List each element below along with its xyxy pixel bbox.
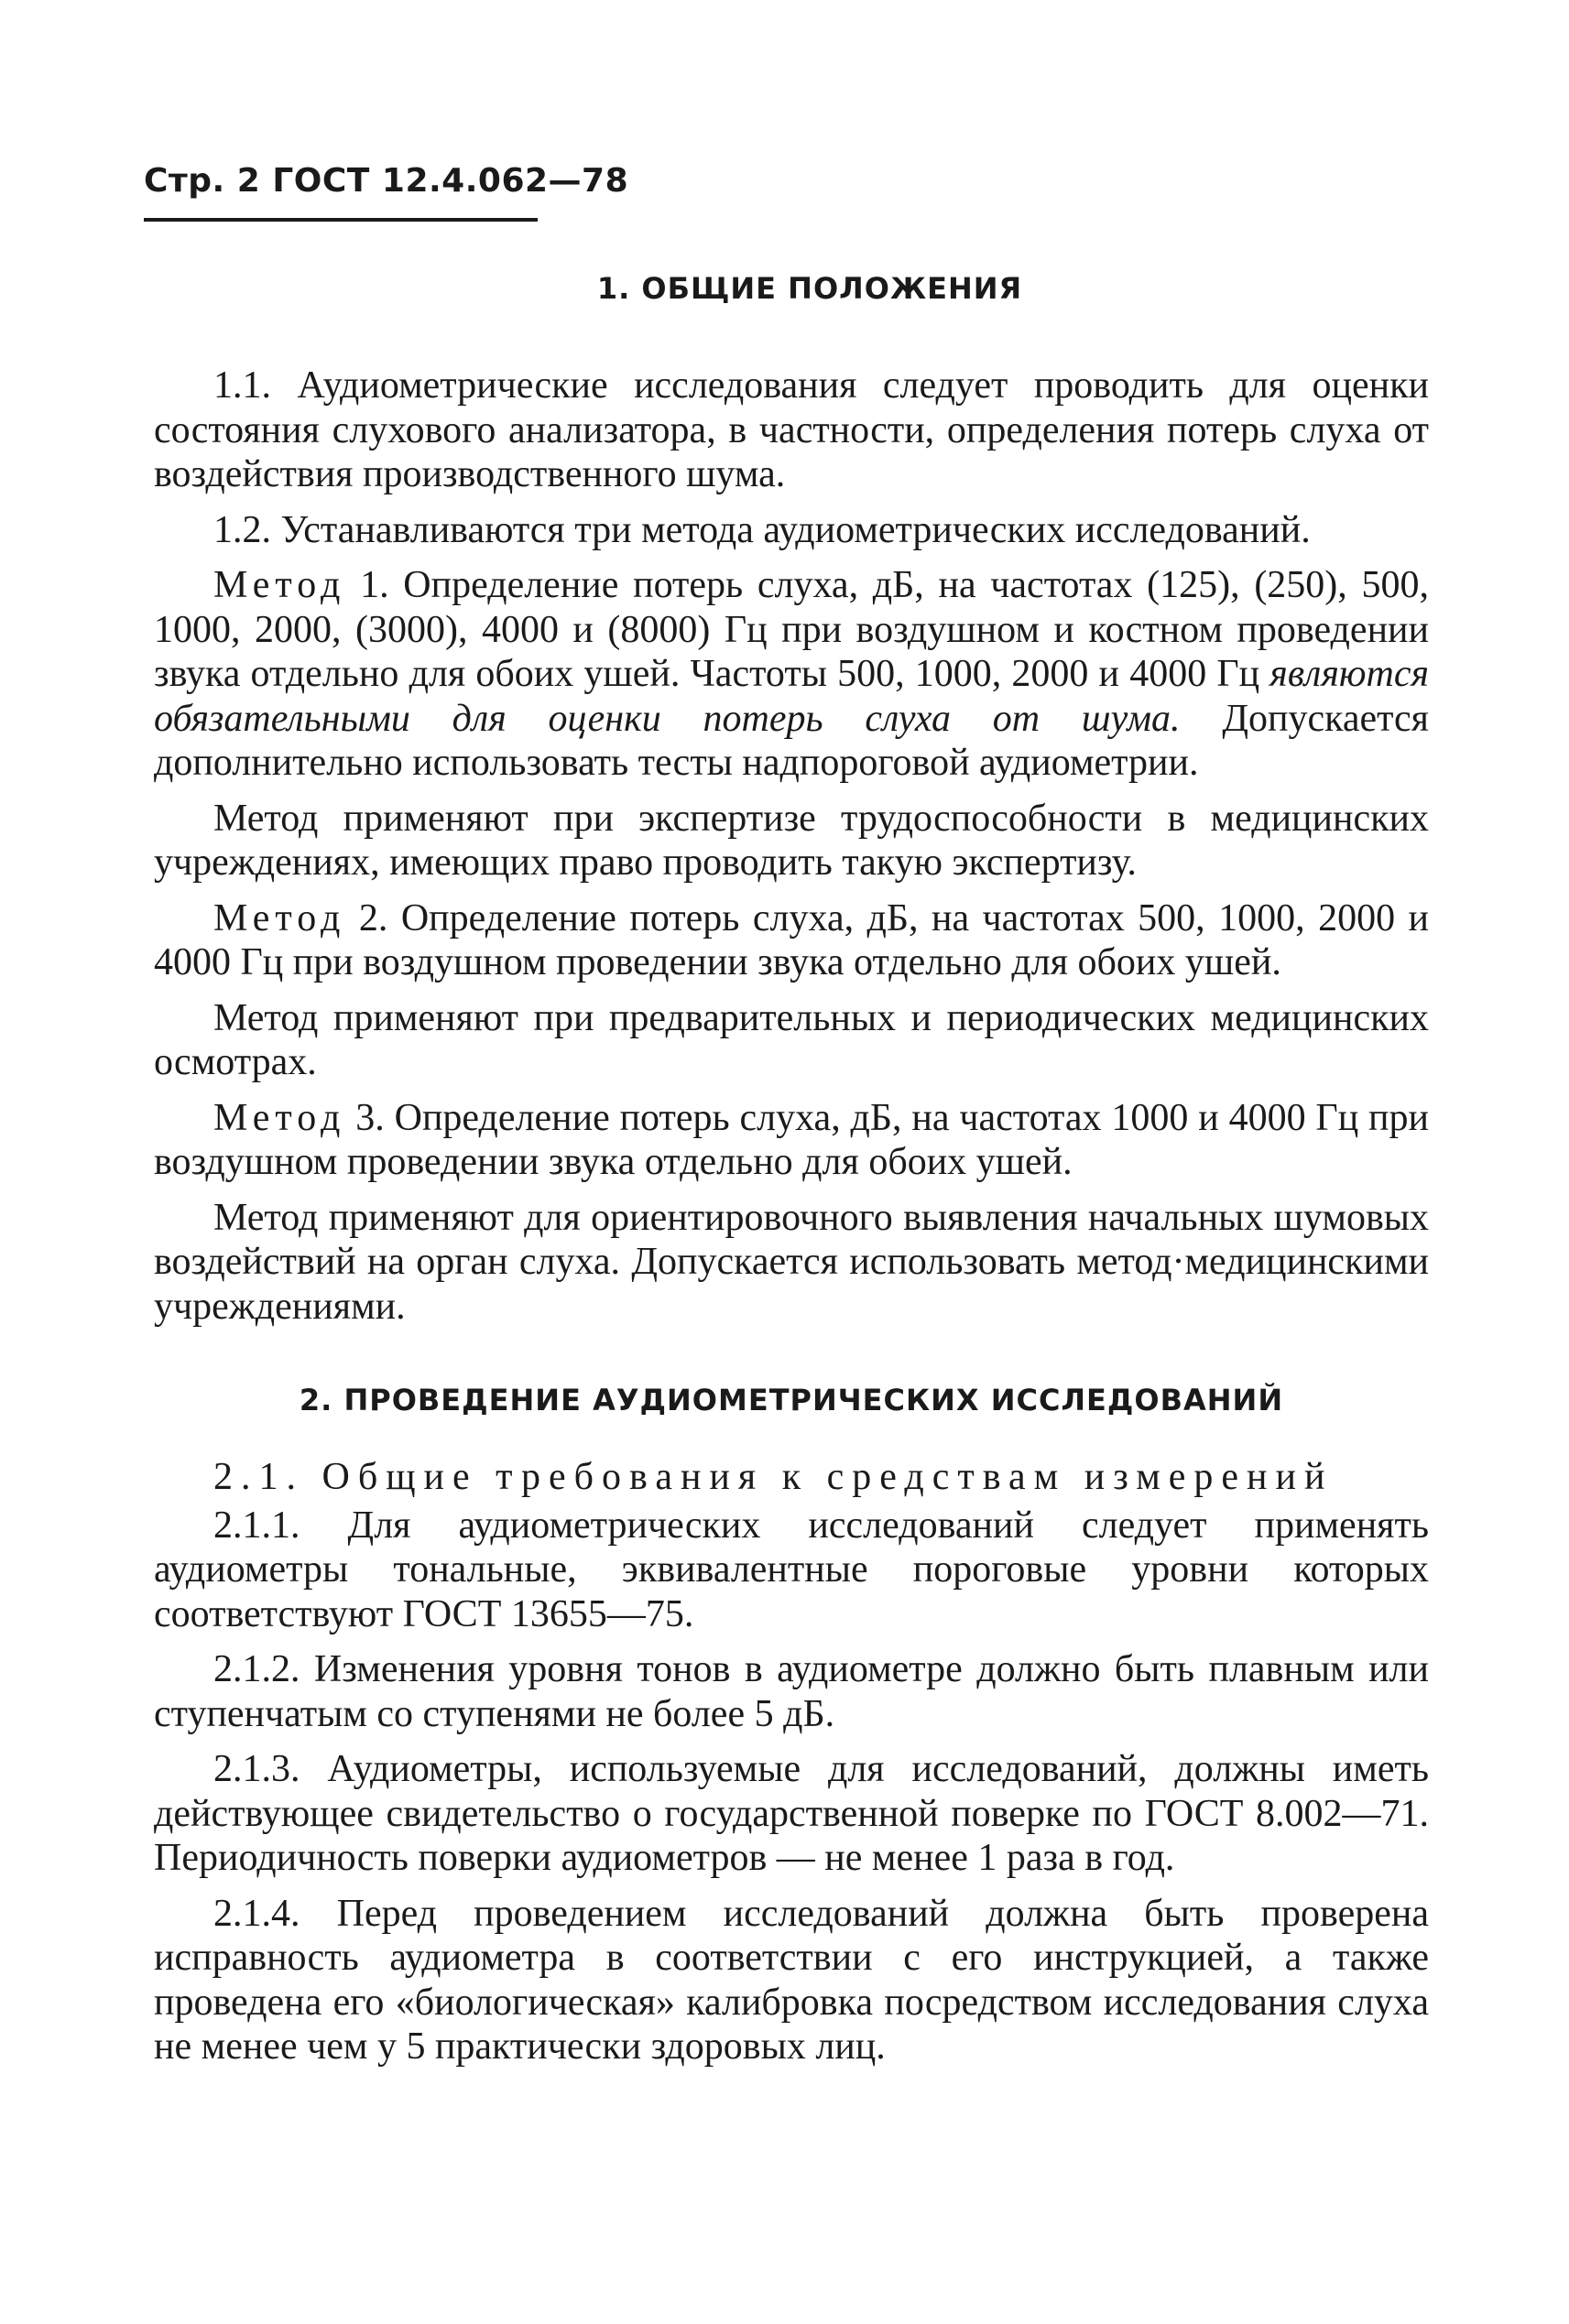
method-3-use: Метод применяют для ориентировочного выявления начальных шумовых воздействий на орган слуха. Допускается использовать метод·медицинскими учреждениями. (154, 1196, 1429, 1328)
method-3-label: Метод (213, 1096, 346, 1139)
page-header-text: Стр. 2 ГОСТ 12.4.062—78 (144, 162, 629, 200)
method-1-use: Метод применяют при экспертизе трудоспособности в медицинских учреждениях, имеющих право проводить такую экспертизу. (154, 797, 1429, 884)
paragraph-1-2: 1.2. Устанавливаются три метода аудиометрических исследований. (213, 508, 1311, 551)
method-1-paragraph (154, 563, 1429, 786)
method-1-italic: являются обязательными для оценки потерь слуха от шума. (154, 653, 1429, 740)
method-2-paragraph (154, 896, 1429, 985)
paragraph-2-1-3: 2.1.3. Аудиометры, используемые для исследований, должны иметь действующее свидетельство о государственной поверке по ГОСТ 8.002—71. Периодичность поверки аудиометров — не менее 1 раза в год. (154, 1748, 1429, 1879)
subsection-2-1-heading: 2.1. Общие требования к средствам измерений (213, 1456, 1334, 1498)
paragraph-2-1-4: 2.1.4. Перед проведением исследований должна быть проверена исправность аудиометра в соответствии с его инструкцией, а также проведена его «биологическая» калибровка посредством исследования слуха не менее чем у 5 практически здоровых лиц. (154, 1892, 1429, 2068)
method-1-label: Метод (213, 564, 346, 606)
paragraph-2-1-1: 2.1.1. Для аудиометрических исследований следует применять аудиометры тональные, эквивалентные пороговые уровни которых соответствуют ГОСТ 13655—75. (154, 1504, 1429, 1635)
method-2-use: Метод применяют при предварительных и периодических медицинских осмотрах. (154, 996, 1429, 1083)
paragraph-1-1: 1.1. Аудиометрические исследования следует проводить для оценки состояния слухового анализатора, в частности, определения потерь слуха от воздействия производственного шума. (154, 364, 1429, 495)
document-body (154, 270, 1429, 2080)
method-2-text: 2. Определение потерь слуха, дБ, на частотах 500, 1000, 2000 и 4000 Гц при воздушном проведении звука отдельно для обоих ушей. (154, 896, 1429, 983)
method-1-text-a: 1. Определение потерь слуха, дБ, на частотах (125), (250), 500, 1000, 2000, (3000), 4000 и (8000) Гц при воздушном и костном проведении звука отдельно для обоих ушей. Частоты 500, 1000, 2000 и 4000 Гц (154, 564, 1429, 695)
section-2-title: 2. ПРОВЕДЕНИЕ АУДИОМЕТРИЧЕСКИХ ИССЛЕДОВАНИЙ (299, 1383, 1284, 1417)
method-1-text-b: Допускается дополнительно использовать тесты надпороговой аудиометрии. (154, 697, 1429, 784)
method-2-label: Метод (213, 896, 346, 939)
paragraph-2-1-2: 2.1.2. Изменения уровня тонов в аудиометре должно быть плавным или ступенчатым со ступенями не более 5 дБ. (154, 1648, 1429, 1735)
page-header (144, 162, 629, 222)
section-1-title: 1. ОБЩИЕ ПОЛОЖЕНИЯ (596, 271, 1023, 306)
method-3-text: 3. Определение потерь слуха, дБ, на частотах 1000 и 4000 Гц при воздушном проведении звука отдельно для обоих ушей. (154, 1096, 1429, 1183)
method-3-paragraph (154, 1096, 1429, 1185)
header-rule (144, 218, 538, 222)
